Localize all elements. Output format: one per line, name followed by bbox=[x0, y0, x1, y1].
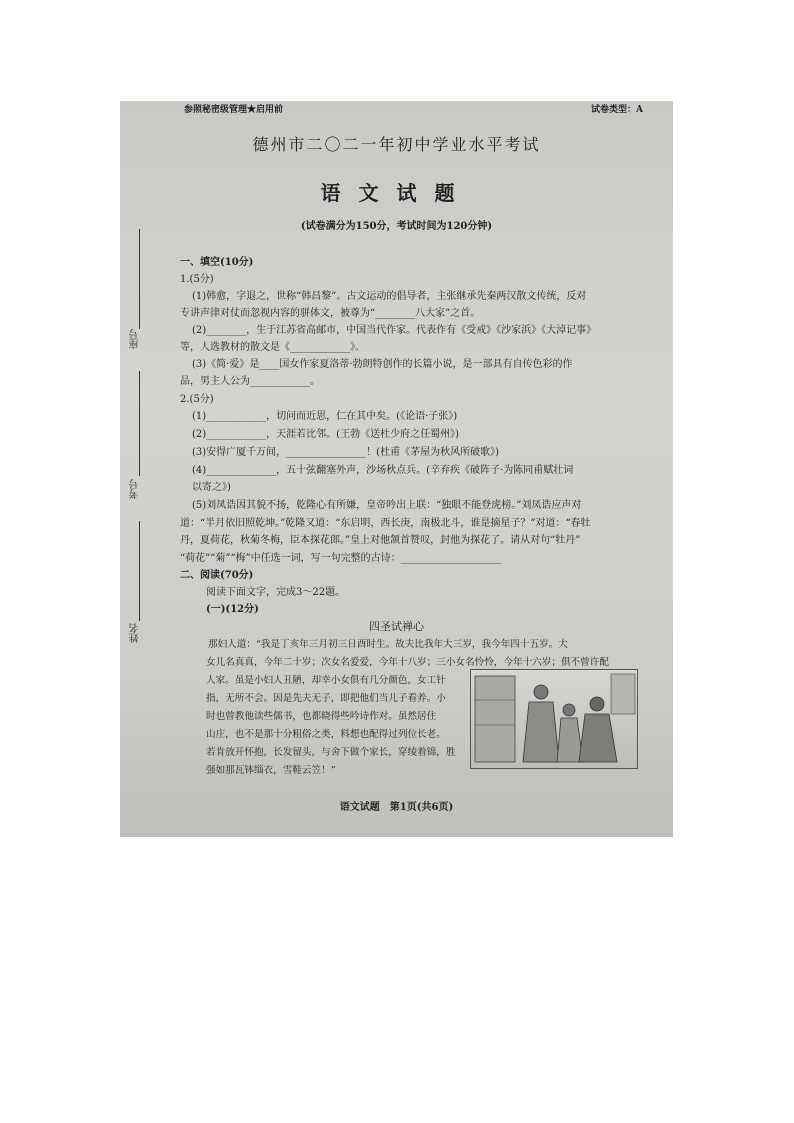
q1-line: (1)韩愈，字退之，世称“韩昌黎”。古文运动的倡导者，主张继承先秦两汉散文传统，反对 bbox=[192, 291, 587, 302]
q2-line: (2)____________，天涯若比邻。(王勃《送杜少府之任蜀州》) bbox=[192, 429, 459, 440]
exam-photo bbox=[120, 101, 673, 837]
name-label: 姓名 bbox=[130, 623, 141, 643]
part2-sub: (一)(12分) bbox=[206, 604, 259, 615]
exam-no-line bbox=[139, 371, 140, 476]
passage-line: 指，无所不会。因是先夫无子，即把他们当儿子看养。小 bbox=[206, 693, 446, 704]
q2-label: 2.(5分) bbox=[180, 394, 214, 405]
page-footer: 语文试题 第1页(共6页) bbox=[339, 802, 454, 813]
q2-line: (3)安得广厦千万间，________________！(杜甫《茅屋为秋风所破歌》) bbox=[192, 447, 499, 458]
part2-title: 二、阅读(70分) bbox=[180, 570, 254, 581]
passage-line: 强如那瓦钵缁衣，雪鞋云笠！” bbox=[206, 765, 336, 776]
q1-line: 品，男主人公为____________。 bbox=[180, 376, 320, 387]
name-line bbox=[139, 521, 140, 621]
passage-line: 人家。虽是小妇人丑陋，却幸小女俱有几分颜色，女工针 bbox=[206, 675, 446, 686]
illustration-image bbox=[470, 669, 638, 769]
illustration-figures bbox=[471, 670, 637, 768]
paper-type-label: 试卷类型：A bbox=[591, 105, 643, 115]
q2-line: (5)刘凤诰因其貌不扬，乾隆心有所嫌，皇帝吟出上联：“独眼不能登虎榜。”刘凤诰应声对 bbox=[192, 500, 582, 511]
exam-note: (试卷满分为150分，考试时间为120分钟) bbox=[300, 221, 493, 232]
q2-line: 以寄之》) bbox=[192, 482, 231, 493]
secret-level-label: 参照秘密级管理★启用前 bbox=[184, 105, 284, 115]
q2-line: (4)______________，五十弦翻塞外声，沙场秋点兵。(辛弃疾《破阵子·为陈同甫赋壮词 bbox=[192, 465, 574, 476]
q1-line: (3)《简·爱》是____国女作家夏洛蒂·勃朗特创作的长篇小说，是一部具有自传色彩的作 bbox=[192, 359, 573, 370]
passage-line: 女儿名真真，今年二十岁；次女名爱爱，今年十八岁；三小女名怜怜，今年十六岁；俱不曾许配 bbox=[206, 657, 609, 668]
exam-no-label: 考号 bbox=[130, 479, 141, 499]
q1-label: 1.(5分) bbox=[180, 274, 214, 285]
seat-line bbox=[139, 229, 140, 329]
subject-title: 语文试题 bbox=[320, 181, 473, 205]
passage-line: 时也曾教他读些儒书，也都晓得些吟诗作对。虽然居住 bbox=[206, 711, 437, 722]
part1-title: 一、填空(10分) bbox=[180, 257, 254, 268]
q1-line: (2)________，生于江苏省高邮市，中国当代作家。代表作有《受戒》《沙家浜》《大淖记事》 bbox=[192, 325, 597, 336]
q1-line: 等，人选教材的散文是《____________》。 bbox=[180, 342, 365, 353]
passage-line: 山庄，也不是那十分粗俗之类，料想也配得过列位长老。 bbox=[206, 729, 446, 740]
passage-title: 四圣试禅心 bbox=[369, 620, 424, 633]
q2-line: 道：“半月依旧照乾坤。”乾隆又道：“东启明，西长庚，南极北斗，谁是摘星子？”对道：“春牡 bbox=[180, 518, 591, 529]
seat-label: 座号 bbox=[130, 329, 141, 349]
passage-line: 若肯放开怀抱，长发留头，与舍下做个家长，穿绫着锦，胜 bbox=[206, 747, 456, 758]
q2-line: “荷花”“菊”“梅”中任选一词，写一句完整的古诗：____________________ bbox=[180, 553, 501, 564]
part2-intro: 阅读下面文字，完成3～22题。 bbox=[206, 587, 346, 598]
exam-title: 德州市二〇二一年初中学业水平考试 bbox=[252, 135, 541, 154]
q1-line: 专讲声律对仗而忽视内容的骈体文，被尊为“________八大家”之首。 bbox=[180, 308, 481, 319]
passage-line: 那妇人道：“我是丁亥年三月初三日酉时生。故夫比我年大三岁，我今年四十五岁。大 bbox=[208, 639, 568, 650]
q2-line: 丹，夏荷花，秋菊冬梅，臣本探花郎。”皇上对他颔首赞叹，封他为探花了。请从对句“牡丹” bbox=[180, 535, 581, 546]
q2-line: (1)____________，切问而近思，仁在其中矣。(《论语·子张》) bbox=[192, 411, 458, 422]
